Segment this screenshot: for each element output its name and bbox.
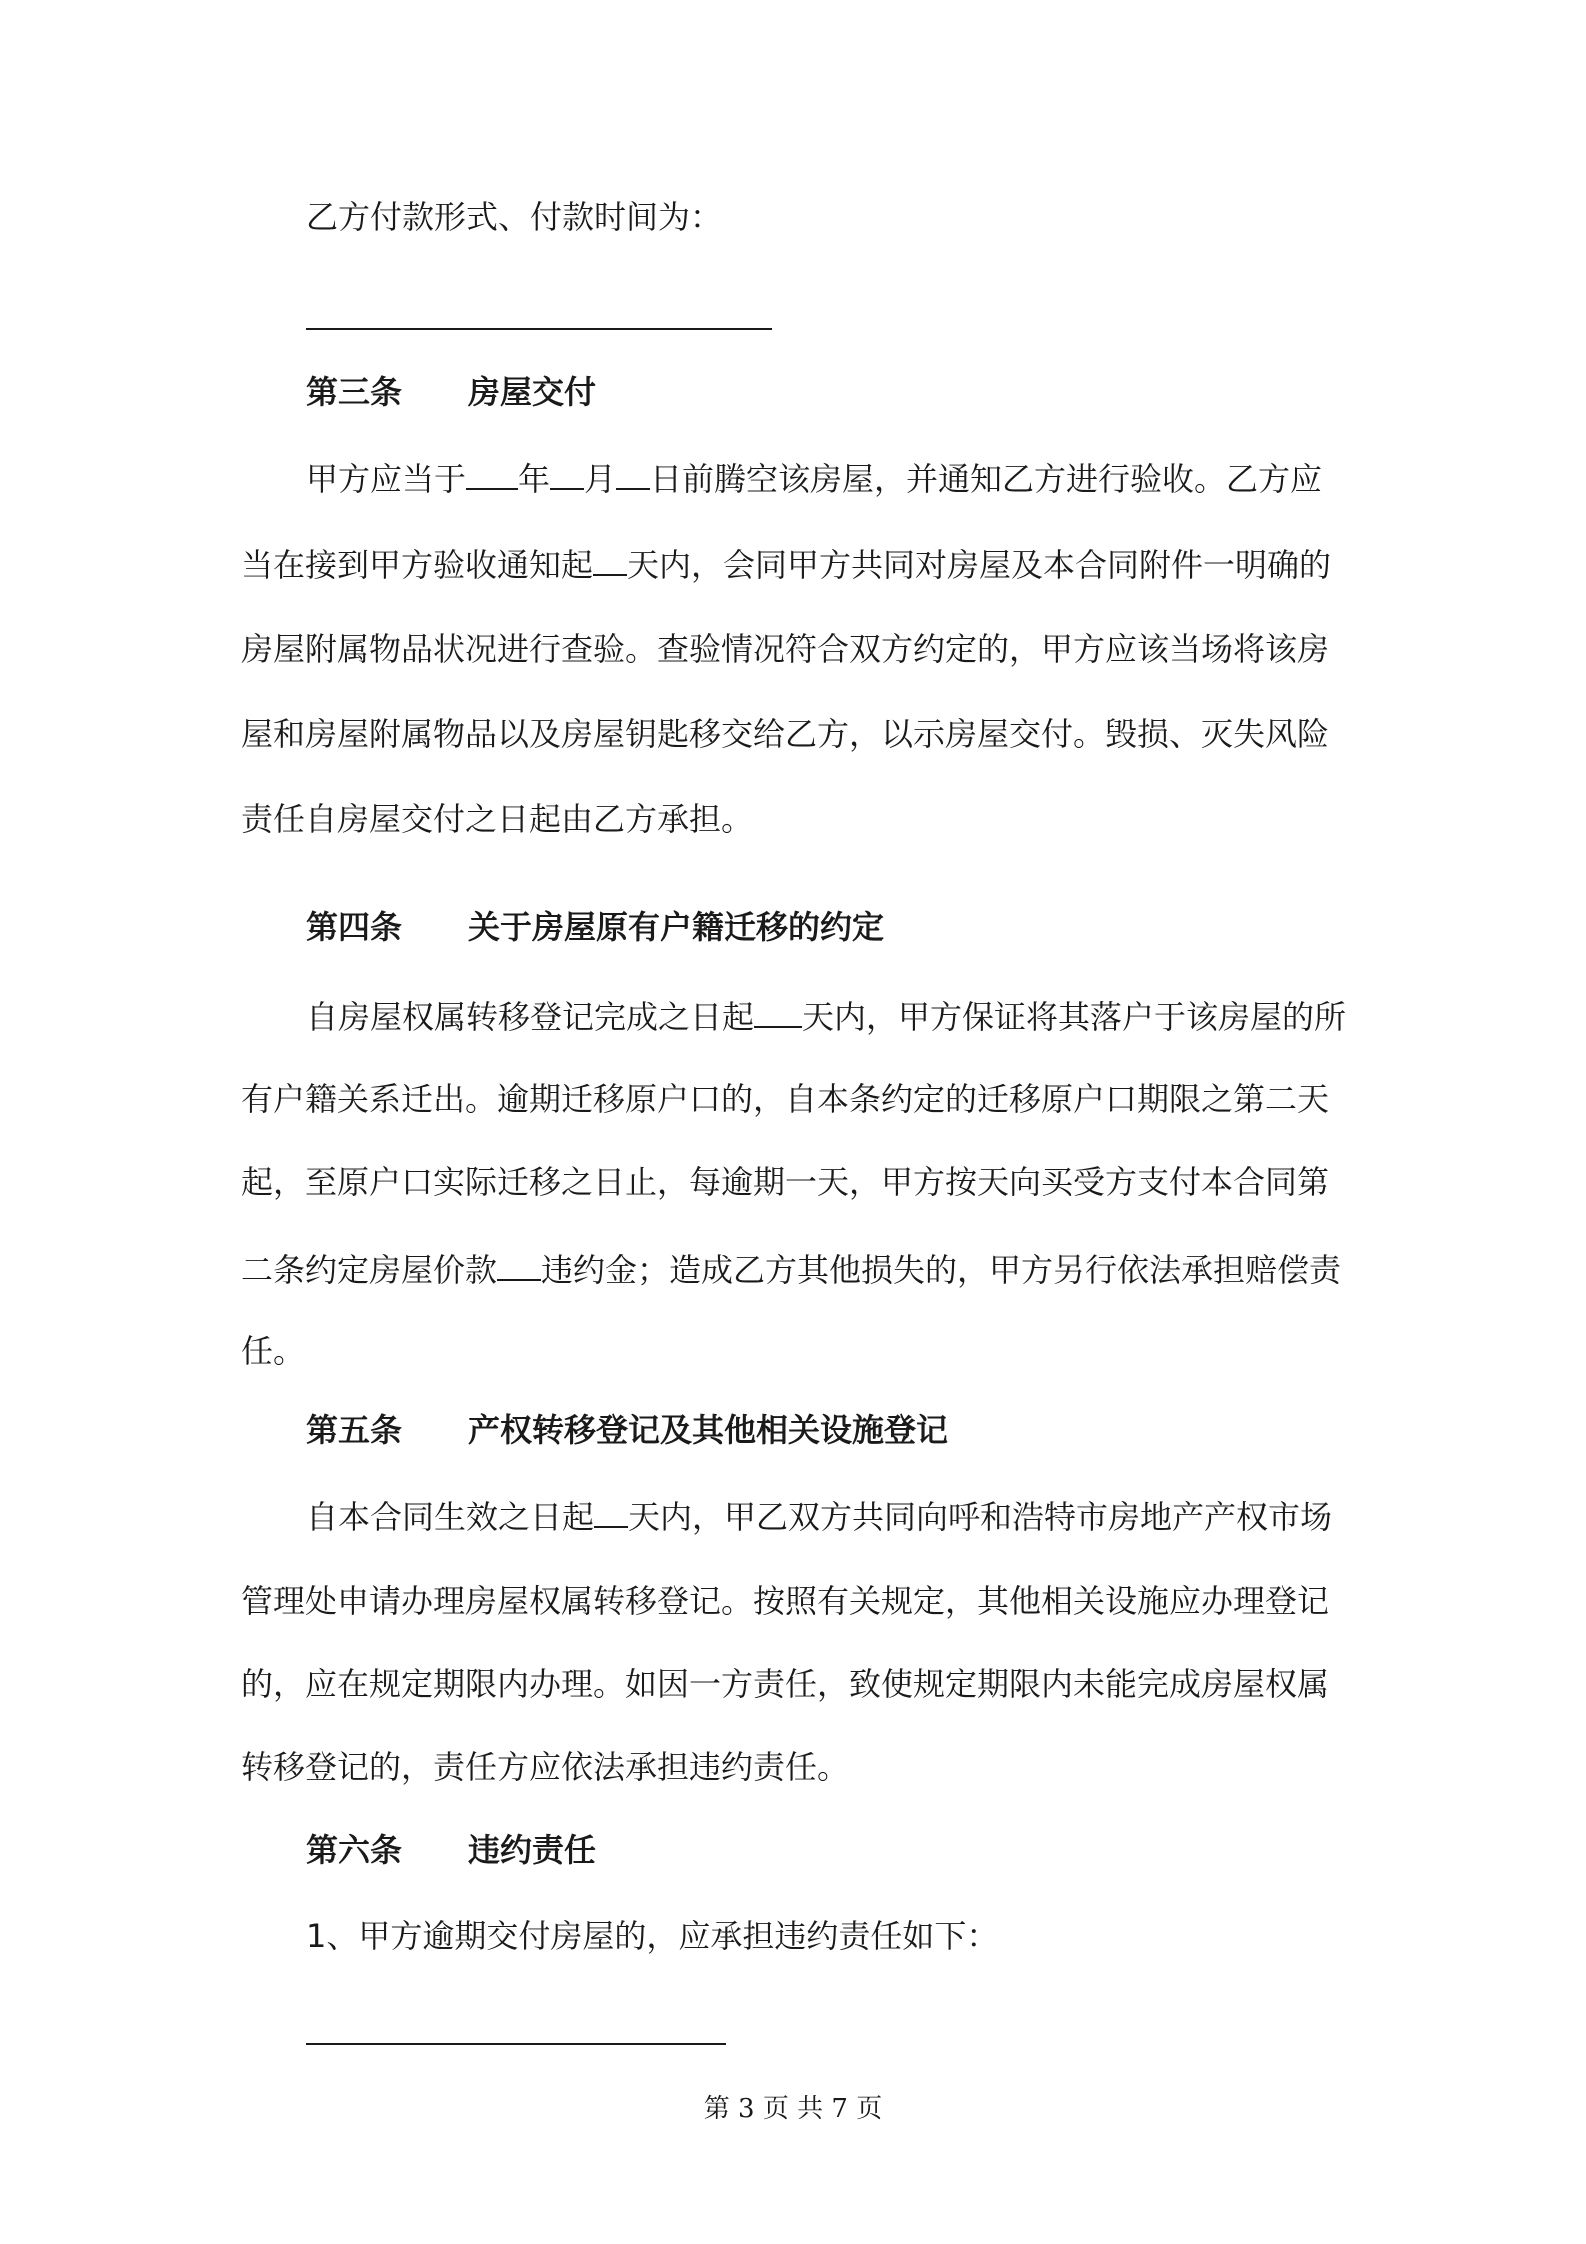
- text-span: 转移登记的，责任方应依法承担违约责任。: [241, 1748, 850, 1786]
- paragraph-line: [241, 1162, 1329, 1202]
- text-span: 起，至原户口实际迁移之日止，每逾期一天，甲方按天向买受方支付本合同第: [241, 1163, 1330, 1201]
- paragraph-line: [241, 1331, 305, 1371]
- text-span: 管理处申请办理房屋权属转移登记。按照有关规定，其他相关设施应办理登记: [241, 1582, 1330, 1620]
- paragraph-line: [241, 1747, 849, 1787]
- paragraph-line: [241, 799, 753, 839]
- blank-field: [594, 1496, 628, 1528]
- text-span: 自房屋权属转移登记完成之日起: [306, 998, 755, 1036]
- text-span: 屋和房屋附属物品以及房屋钥匙移交给乙方，以示房屋交付。毁损、灭失风险: [241, 715, 1330, 753]
- paragraph-line: [241, 714, 1329, 754]
- text-span: 有户籍关系迁出。逾期迁移原户口的，自本条约定的迁移原户口期限之第二天: [241, 1080, 1330, 1118]
- paragraph-line: [306, 1916, 998, 1956]
- paragraph-line: [241, 1664, 1329, 1704]
- article-5-heading: [306, 1410, 948, 1450]
- article-title: 违约责任: [468, 1831, 597, 1869]
- paragraph-line: [241, 1079, 1329, 1119]
- text-span: 天内，甲方保证将其落户于该房屋的所: [802, 998, 1347, 1036]
- text-span: 1、甲方逾期交付房屋的，应承担违约责任如下：: [306, 1917, 999, 1955]
- text-span: 二条约定房屋价款: [241, 1251, 498, 1289]
- blank-field: [497, 1249, 541, 1281]
- text-span: 天内，甲乙双方共同向呼和浩特市房地产产权市场: [628, 1498, 1333, 1536]
- text-span: 月: [584, 460, 617, 498]
- page-number-footer: 第 3 页 共 7 页: [703, 2094, 883, 2124]
- text-span: 任。: [241, 1332, 306, 1370]
- article-4-heading: [306, 907, 884, 947]
- paragraph-line: [241, 1581, 1329, 1621]
- article-title: 关于房屋原有户籍迁移的约定: [468, 908, 885, 946]
- text-span: 当在接到甲方验收通知起: [241, 546, 594, 584]
- blank-field: [593, 544, 627, 576]
- blank-field: [616, 458, 650, 490]
- article-6-heading: [306, 1830, 596, 1870]
- text-span: 房屋附属物品状况进行查验。查验情况符合双方约定的，甲方应该当场将该房: [241, 630, 1330, 668]
- payment-terms-line: [306, 197, 722, 237]
- text-span: 甲方应当于: [306, 460, 467, 498]
- text-span: 日前腾空该房屋，并通知乙方进行验收。乙方应: [650, 460, 1323, 498]
- paragraph-line: [241, 629, 1329, 669]
- paragraph-line: [241, 544, 1331, 585]
- article-number: 第六条: [306, 1831, 403, 1869]
- fill-in-rule: [306, 2043, 726, 2045]
- article-3-heading: [306, 372, 596, 412]
- blank-field: [754, 996, 802, 1028]
- blank-field: [550, 458, 584, 490]
- text-span: 违约金；造成乙方其他损失的，甲方另行依法承担赔偿责: [541, 1251, 1342, 1289]
- paragraph-line: [306, 458, 1322, 499]
- article-number: 第五条: [306, 1411, 403, 1449]
- text-span: 的，应在规定期限内办理。如因一方责任，致使规定期限内未能完成房屋权属: [241, 1665, 1330, 1703]
- paragraph-line: [306, 996, 1346, 1037]
- paragraph-line: [306, 1496, 1332, 1537]
- blank-field: [466, 458, 518, 490]
- article-number: 第三条: [306, 373, 403, 411]
- paragraph-line: [241, 1249, 1341, 1290]
- text-span: 年: [518, 460, 551, 498]
- article-title: 房屋交付: [468, 373, 597, 411]
- article-number: 第四条: [306, 908, 403, 946]
- text-span: 责任自房屋交付之日起由乙方承担。: [241, 800, 754, 838]
- fill-in-rule: [306, 328, 772, 330]
- text-span: 自本合同生效之日起: [306, 1498, 595, 1536]
- text-span: 乙方付款形式、付款时间为：: [306, 198, 723, 236]
- text-span: 天内，会同甲方共同对房屋及本合同附件一明确的: [627, 546, 1332, 584]
- article-title: 产权转移登记及其他相关设施登记: [468, 1411, 949, 1449]
